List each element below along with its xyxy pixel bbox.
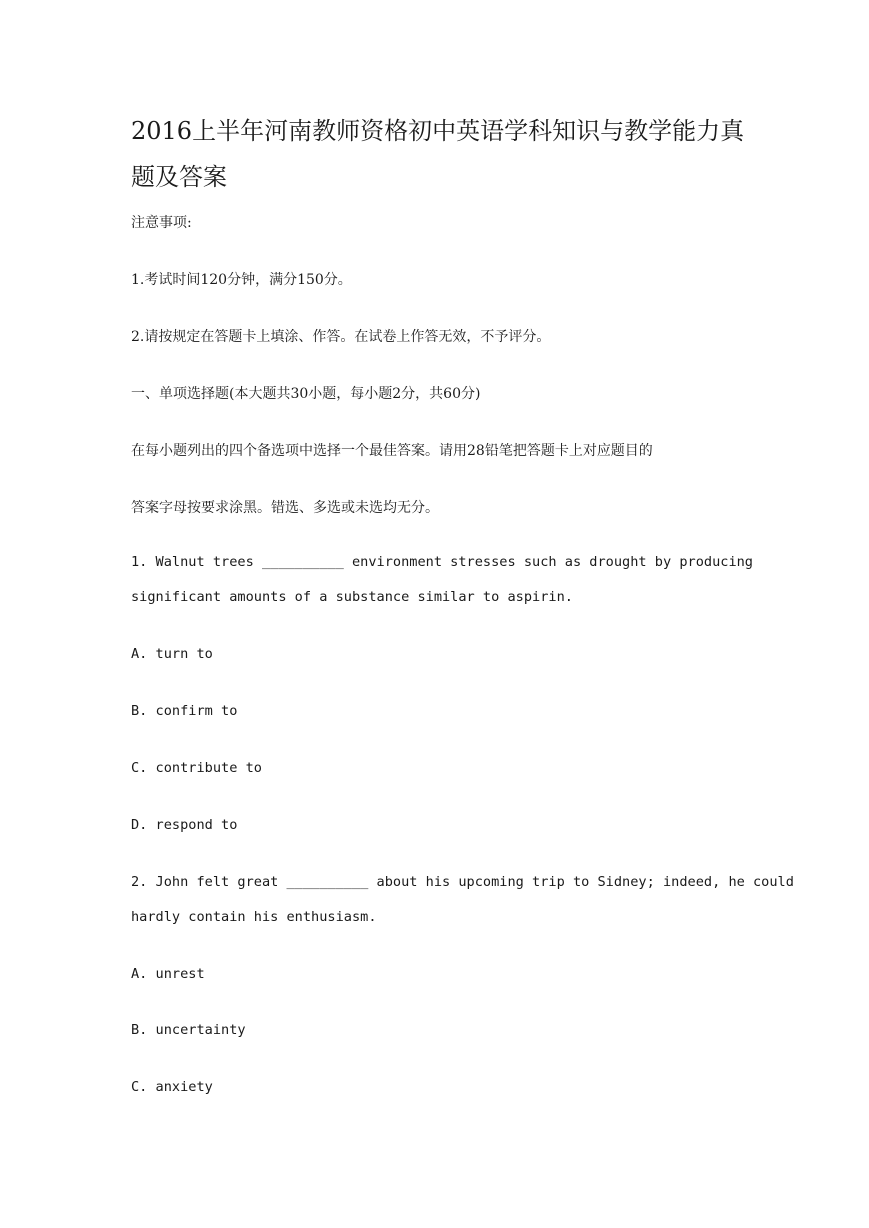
question-1-option-c: C. contribute to <box>131 760 262 776</box>
question-2-option-b: B. uncertainty <box>131 1022 246 1038</box>
question-2-stem-line-1: 2. John felt great __________ about his upcoming trip to Sidney; indeed, he could <box>131 874 794 890</box>
question-1-option-b: B. confirm to <box>131 703 238 719</box>
instructions-line-2: 答案字母按要求涂黑。错选、多选或未选均无分。 <box>131 500 439 516</box>
notice-heading: 注意事项: <box>131 215 192 231</box>
question-1-stem-line-1: 1. Walnut trees __________ environment stresses such as drought by producing <box>131 554 753 570</box>
instructions-line-1: 在每小题列出的四个备选项中选择一个最佳答案。请用28铅笔把答题卡上对应题目的 <box>131 443 653 459</box>
notice-item-2: 2.请按规定在答题卡上填涂、作答。在试卷上作答无效，不予评分。 <box>131 329 551 345</box>
section-heading: 一、单项选择题(本大题共30小题，每小题2分，共60分) <box>131 386 481 402</box>
document-title: 2016上半年河南教师资格初中英语学科知识与教学能力真题及答案 <box>131 117 745 191</box>
question-2-option-c: C. anxiety <box>131 1079 213 1095</box>
question-2-option-a: A. unrest <box>131 966 205 982</box>
notice-item-1: 1.考试时间120分钟，满分150分。 <box>131 272 352 288</box>
question-2-stem-line-2: hardly contain his enthusiasm. <box>131 909 377 925</box>
question-1-stem-line-2: significant amounts of a substance similar to aspirin. <box>131 589 573 605</box>
question-1-option-d: D. respond to <box>131 817 238 833</box>
question-1-option-a: A. turn to <box>131 646 213 662</box>
